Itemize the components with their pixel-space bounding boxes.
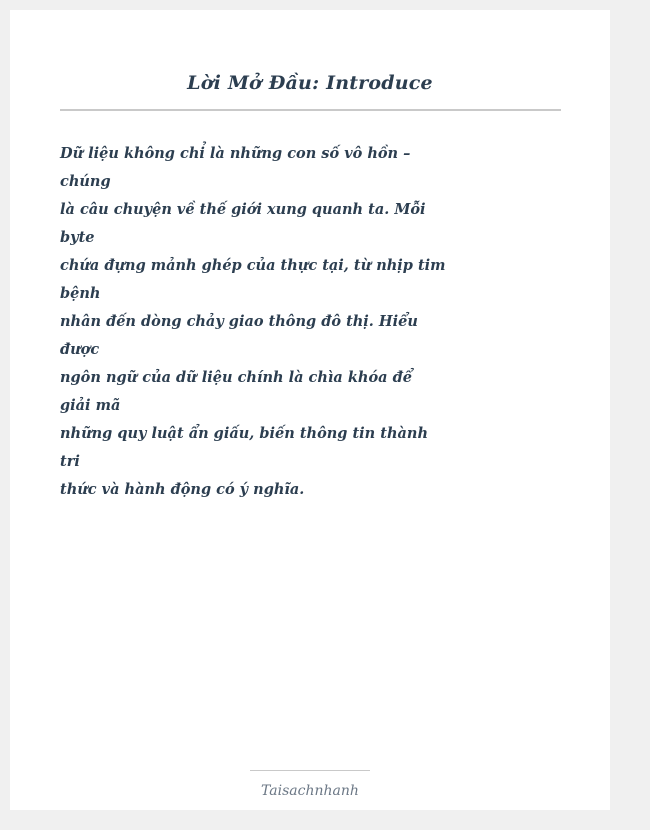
paragraph-line: là câu chuyện về thế giới xung quanh ta. Mỗi <box>60 201 426 218</box>
paragraph-line: giải mã <box>60 397 121 414</box>
paragraph-line: ngôn ngữ của dữ liệu chính là chìa khóa để <box>60 369 412 386</box>
paragraph-line: nhân đến dòng chảy giao thông đô thị. Hiểu <box>60 313 418 330</box>
paragraph-line: những quy luật ẩn giấu, biến thông tin thành <box>60 425 428 442</box>
paragraph-line: được <box>60 341 100 358</box>
title-divider <box>60 109 561 111</box>
document-page <box>10 10 610 810</box>
page-title: Lời Mở Đầu: Introduce <box>187 72 433 94</box>
intro-paragraph <box>60 140 446 504</box>
paragraph-line: chứa đựng mảnh ghép của thực tại, từ nhịp tim <box>60 257 446 274</box>
footer-divider <box>250 770 370 771</box>
paragraph-line: thức và hành động có ý nghĩa. <box>60 481 305 498</box>
paragraph-line: tri <box>60 453 80 470</box>
paragraph-line: Dữ liệu không chỉ là những con số vô hồn – <box>60 145 411 162</box>
page-footer: Taisachnhanh <box>261 783 359 799</box>
paragraph-line: bệnh <box>60 285 101 302</box>
paragraph-line: byte <box>60 229 95 246</box>
paragraph-line: chúng <box>60 173 111 190</box>
